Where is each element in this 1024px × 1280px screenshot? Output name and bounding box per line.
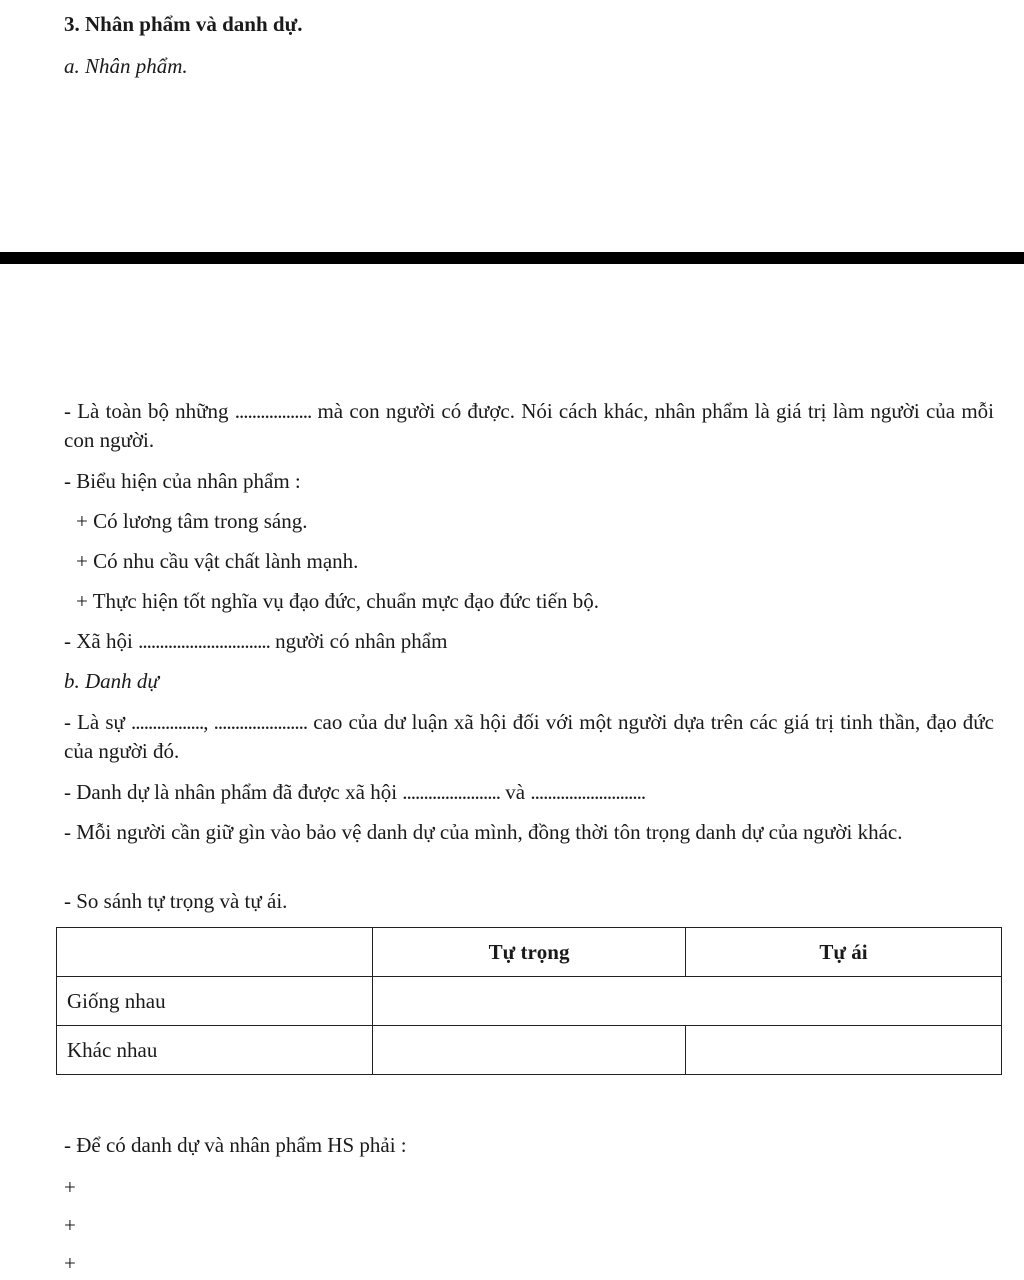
danh-du-definition (64, 708, 994, 766)
definition-prefix: - Là toàn bộ những (64, 399, 235, 423)
student-bullet: + (64, 1251, 76, 1275)
expression-item: + Có lương tâm trong sáng. (76, 509, 308, 533)
expression-title: - Biểu hiện của nhân phẩm : (64, 469, 301, 493)
danh-du-blank-1: ................., (131, 710, 208, 734)
student-bullet: + (64, 1175, 76, 1199)
protect-honor-paragraph: - Mỗi người cần giữ gìn vào bảo vệ danh dự của mình, đồng thời tôn trọng danh dự của người khác. (64, 820, 903, 844)
table-row-label: Khác nhau (57, 1026, 373, 1075)
danh-du-blank-2: ...................... (213, 710, 308, 734)
honor-blank-1: ....................... (402, 780, 501, 804)
honor-mid: và (500, 780, 531, 804)
section-a-title: a. Nhân phẩm. (64, 54, 188, 78)
table-header-empty (57, 928, 373, 977)
table-row (57, 977, 1002, 1026)
comparison-table (56, 927, 1002, 1075)
compare-title: - So sánh tự trọng và tự ái. (64, 889, 288, 913)
honor-blank-2: ........................... (530, 780, 646, 804)
society-suffix: người có nhân phẩm (269, 629, 448, 653)
black-divider-bar (0, 252, 1024, 264)
definition-blank: .................. (234, 399, 312, 423)
table-header-tu-ai: Tự ái (686, 928, 1002, 977)
table-cell-diff-tu-ai (686, 1026, 1002, 1075)
table-row-label: Giống nhau (57, 977, 373, 1026)
table-header-tu-trong: Tự trọng (373, 928, 686, 977)
table-row (57, 1026, 1002, 1075)
danh-du-prefix: - Là sự (64, 710, 131, 734)
society-line (64, 629, 447, 654)
nhan-pham-definition (64, 397, 994, 455)
student-title: - Để có danh dự và nhân phẩm HS phải : (64, 1133, 407, 1157)
expression-item: + Thực hiện tốt nghĩa vụ đạo đức, chuẩn mực đạo đức tiến bộ. (76, 589, 599, 613)
definition-suffix: mà con người có được. Nói cách khác, nhân phẩm là giá trị làm người của mỗi con người. (64, 399, 994, 452)
table-header-row (57, 928, 1002, 977)
table-cell-diff-tu-trong (373, 1026, 686, 1075)
danh-du-suffix: cao của dư luận xã hội đối với một người dựa trên các giá trị tinh thần, đạo đức của người đó. (64, 710, 995, 763)
expression-item: + Có nhu cầu vật chất lành mạnh. (76, 549, 359, 573)
society-blank: ............................... (138, 629, 270, 653)
table-cell-similar (373, 977, 1002, 1026)
section-b-title: b. Danh dự (64, 669, 159, 693)
society-prefix: - Xã hội (64, 629, 139, 653)
honor-prefix: - Danh dự là nhân phẩm đã được xã hội (64, 780, 403, 804)
page-heading: 3. Nhân phẩm và danh dự. (64, 12, 303, 36)
student-bullet: + (64, 1213, 76, 1237)
honor-line (64, 780, 645, 805)
